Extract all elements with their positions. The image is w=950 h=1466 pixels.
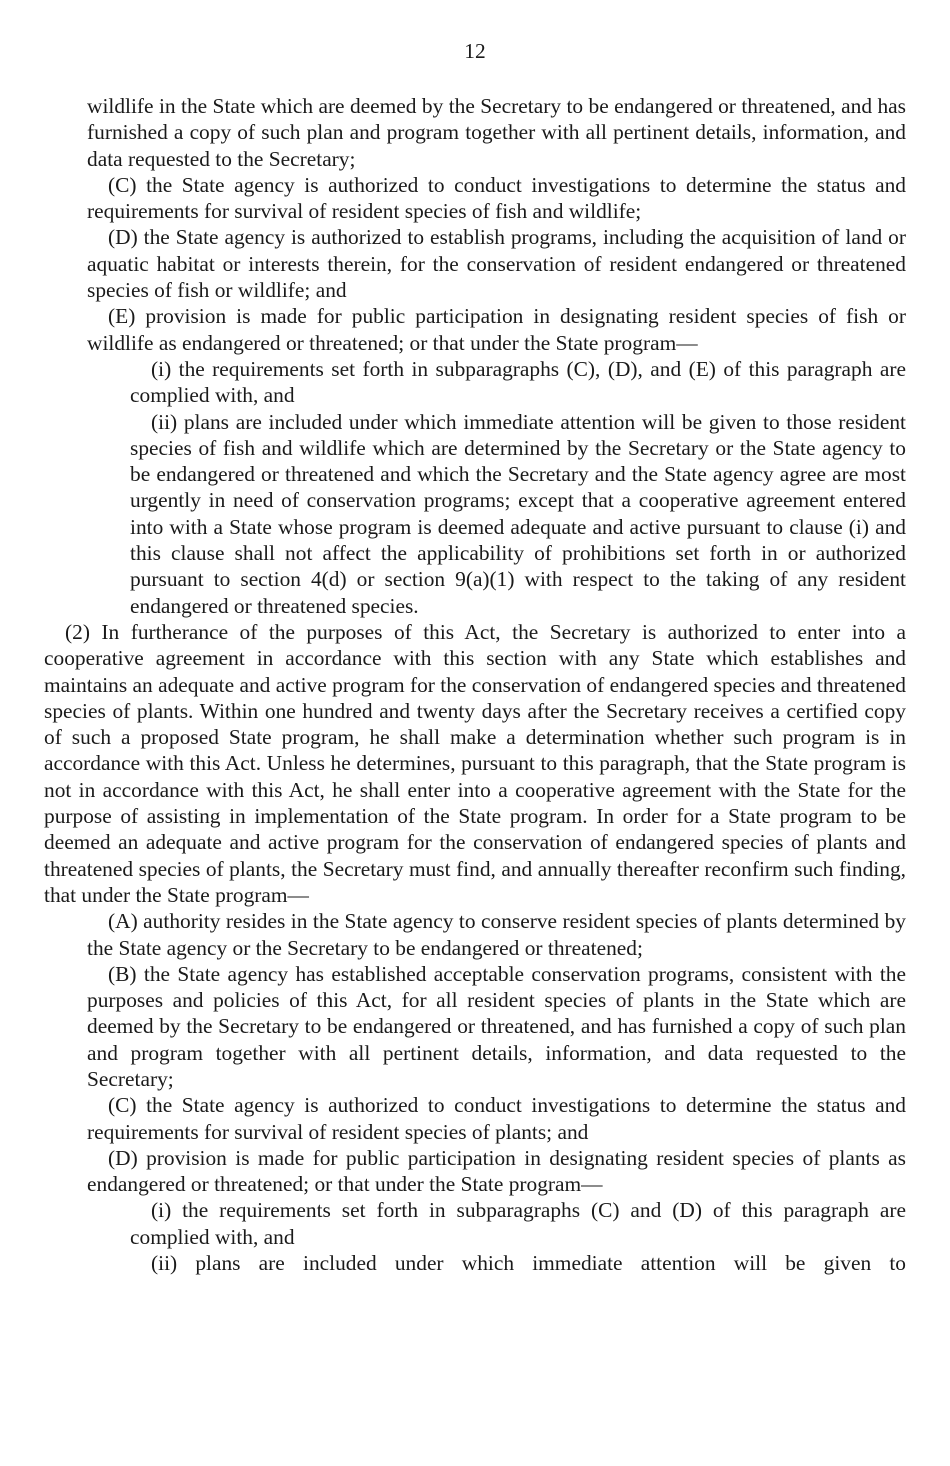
- subparagraph-b: (B) the State agency has established acceptable conservation programs, consistent with the purposes and policies of this Act, for all resident species of plants in the State which are deemed by the Secretary to be endangered or threatened, and has furnished a copy of such plan and program together with all pertinent details, information, and data requested to the Secretary;: [87, 961, 906, 1091]
- clause-ii: (ii) plans are included under which immediate attention will be given to those resident species of fish and wildlife which are determined by the Secretary or the State agency to be endangered or threatened and which the Secretary and the State agency agree are most urgently in need of conservation programs; except that a cooperative agreement entered into with a State whose program is deemed adequate and active pursuant to clause (i) and this clause shall not affect the applicability of prohibitions set forth in or authorized pursuant to section 4(d) or section 9(a)(1) with respect to the taking of any resident endangered or threatened species.: [130, 409, 906, 618]
- paragraph-continuation: wildlife in the State which are deemed by the Secretary to be endangered or threatened, and has furnished a copy of such plan and program together with all pertinent details, information, and data requested to the Secretary;: [87, 94, 906, 171]
- document-body: [0, 93, 950, 1303]
- subparagraph-e: (E) provision is made for public participation in designating resident species of fish or wildlife as endangered or threatened; or that under the State program—: [87, 304, 906, 355]
- page-number: 12: [464, 39, 486, 63]
- paragraph-2: (2) In furtherance of the purposes of this Act, the Secretary is authorized to enter into a cooperative agreement in accordance with this section with any State which establishes and maintains an adequate and active program for the conservation of endangered species and threatened species of plants. Within one hundred and twenty days after the Secretary receives a certified copy of such a proposed State program, he shall make a determination whether such program is in accordance with this Act. Unless he determines, pursuant to this paragraph, that the State program is not in accordance with this Act, he shall enter into a cooperative agreement with the State for the purpose of assisting in implementation of the State program. In order for a State program to be deemed an adequate and active program for the conservation of endangered species of plants and threatened species of plants, the Secretary must find, and annually thereafter reconfirm such finding, that under the State program—: [44, 619, 906, 907]
- subparagraph-c-plants: (C) the State agency is authorized to conduct investigations to determine the status and requirements for survival of resident species of plants; and: [87, 1093, 906, 1144]
- subparagraph-d: (D) the State agency is authorized to establish programs, including the acquisition of land or aquatic habitat or interests therein, for the conservation of resident endangered or threatened species of fish or wildlife; and: [87, 225, 906, 303]
- subparagraph-c: (C) the State agency is authorized to conduct investigations to determine the status and requirements for survival of resident species of fish and wildlife;: [87, 172, 906, 224]
- subparagraph-d-plants: (D) provision is made for public participation in designating resident species of plants as endangered or threatened; or that under the State program—: [87, 1145, 906, 1197]
- subparagraph-a: (A) authority resides in the State agency to conserve resident species of plants determined by the State agency or the Secretary to be endangered or threatened;: [87, 909, 906, 960]
- clause-i: (i) the requirements set forth in subparagraphs (C), (D), and (E) of this paragraph are complied with, and: [130, 356, 906, 408]
- clause-ii-plants: (ii) plans are included under which immediate attention will be given to: [151, 1251, 906, 1276]
- clause-i-plants: (i) the requirements set forth in subparagraphs (C) and (D) of this paragraph are complied with, and: [130, 1198, 906, 1249]
